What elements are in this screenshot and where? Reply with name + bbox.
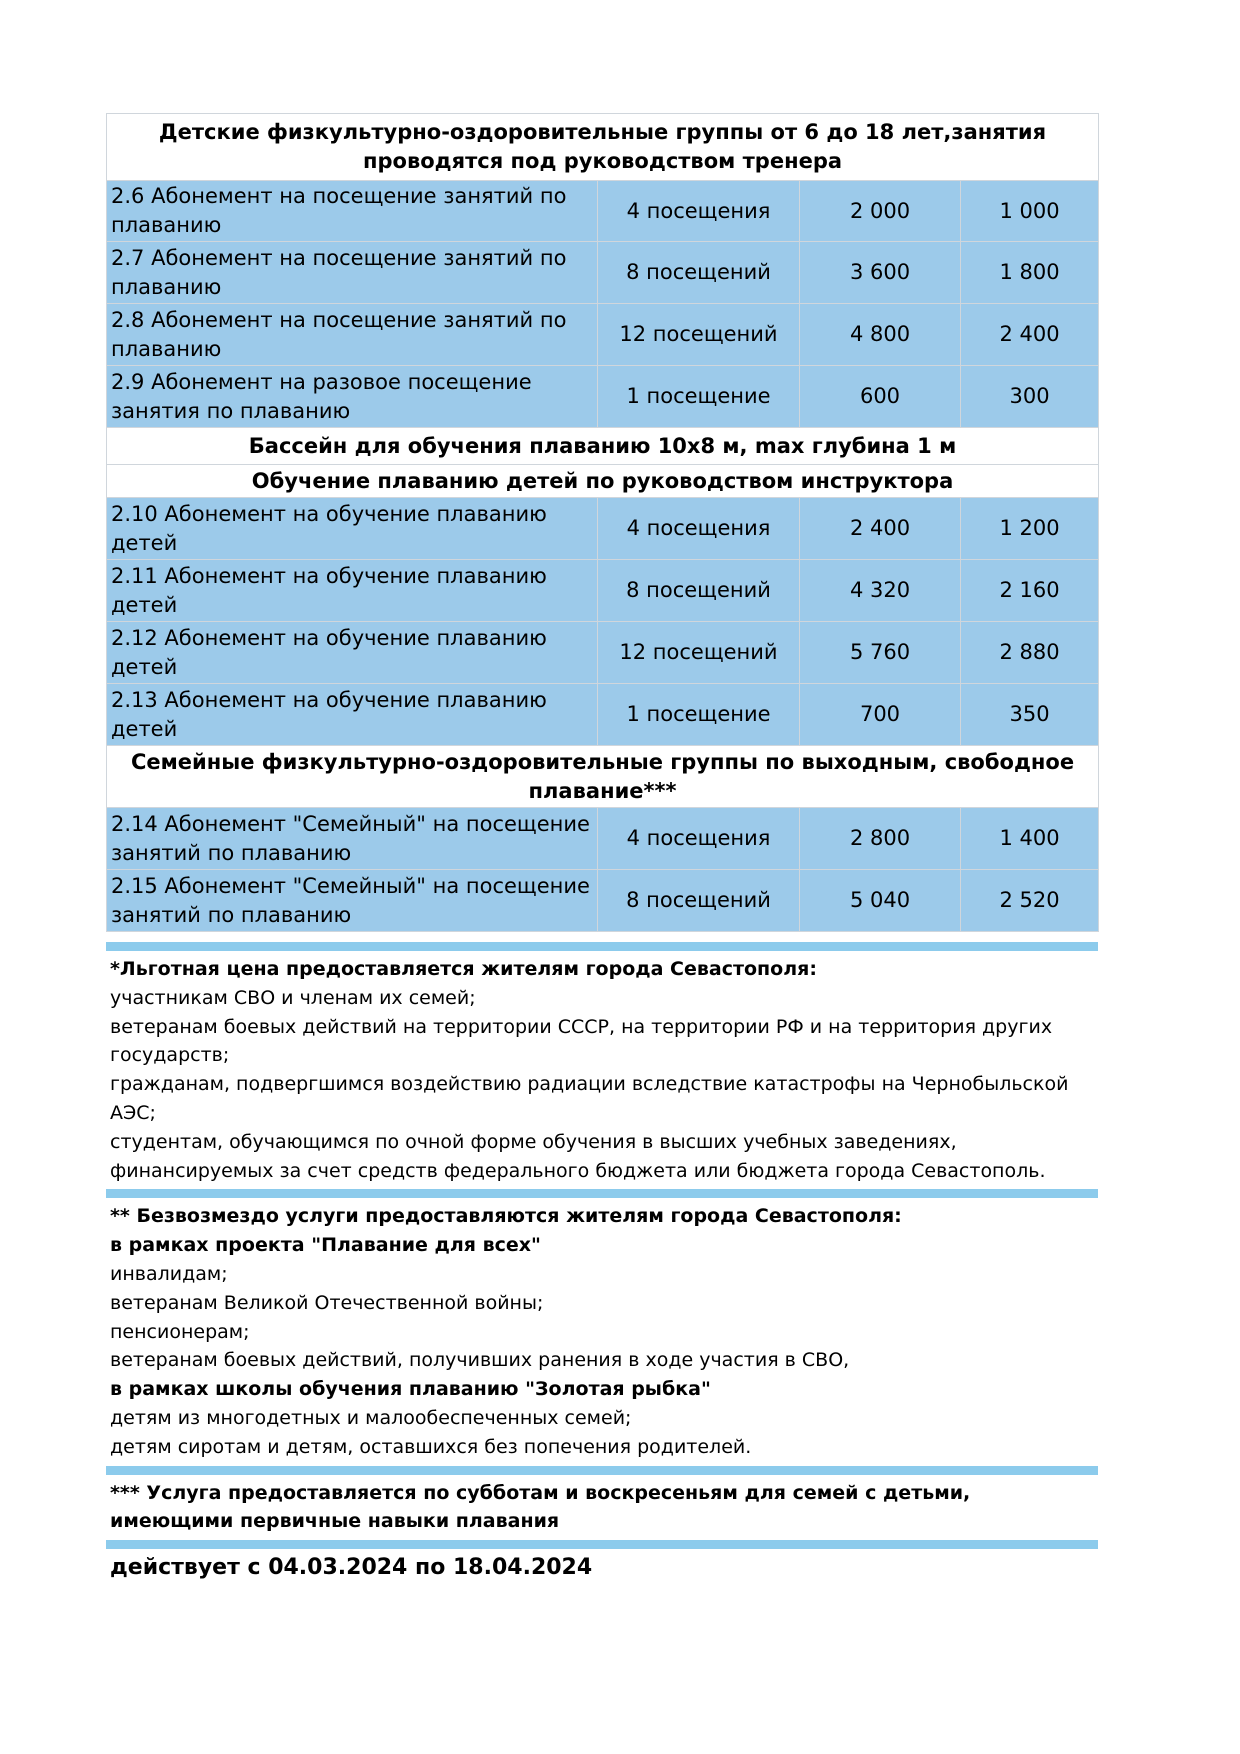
service-name: 2.9 Абонемент на разовое посещение занятия по плаванию <box>107 366 598 428</box>
service-name: 2.11 Абонемент на обучение плаванию детей <box>107 560 598 622</box>
note-discount <box>106 951 1098 1189</box>
note-line: студентам, обучающимся по очной форме обучения в высших учебных заведениях, финансируемых за счет средств федерального бюджета или бюджета города Севастополь. <box>110 1130 1046 1182</box>
note-line: детям из многодетных и малообеспеченных семей; <box>110 1406 632 1429</box>
visits-count: 8 посещений <box>598 560 800 622</box>
table-row <box>107 366 1099 428</box>
full-price: 5 040 <box>800 870 961 932</box>
full-price: 2 400 <box>800 498 961 560</box>
note-free-services <box>106 1198 1098 1465</box>
section-header: Бассейн для обучения плаванию 10х8 м, max глубина 1 м <box>107 428 1099 465</box>
table-row <box>107 181 1099 242</box>
section-header: Детские физкультурно-оздоровительные группы от 6 до 18 лет,занятия проводятся под руководством тренера <box>107 114 1099 181</box>
note-text: *** Услуга предоставляется по субботам и воскресеньям для семей с детьми, имеющими первичные навыки плавания <box>110 1481 971 1533</box>
separator-bar <box>106 1540 1098 1549</box>
validity-period: действует с 04.03.2024 по 18.04.2024 <box>110 1555 593 1581</box>
discount-price: 1 400 <box>961 808 1099 870</box>
visits-count: 12 посещений <box>598 304 800 366</box>
full-price: 4 800 <box>800 304 961 366</box>
service-name: 2.13 Абонемент на обучение плаванию детей <box>107 684 598 746</box>
visits-count: 4 посещения <box>598 181 800 242</box>
note-subtitle: в рамках проекта "Плавание для всех" <box>110 1234 541 1257</box>
table-row <box>107 808 1099 870</box>
discount-price: 1 800 <box>961 242 1099 304</box>
table-row <box>107 684 1099 746</box>
note-line: пенсионерам; <box>110 1320 250 1343</box>
full-price: 2 000 <box>800 181 961 242</box>
visits-count: 12 посещений <box>598 622 800 684</box>
note-title: ** Безвозмездо услуги предоставляются жителям города Севастополя: <box>110 1205 902 1228</box>
note-line: ветеранам боевых действий, получивших ранения в ходе участия в СВО, <box>110 1349 850 1372</box>
visits-count: 4 посещения <box>598 808 800 870</box>
full-price: 600 <box>800 366 961 428</box>
separator-bar <box>106 942 1098 951</box>
full-price: 3 600 <box>800 242 961 304</box>
note-line: участникам СВО и членам их семей; <box>110 986 476 1009</box>
separator-bar <box>106 1189 1098 1198</box>
discount-price: 2 520 <box>961 870 1099 932</box>
table-row <box>107 870 1099 932</box>
service-name: 2.10 Абонемент на обучение плаванию детей <box>107 498 598 560</box>
discount-price: 350 <box>961 684 1099 746</box>
discount-price: 300 <box>961 366 1099 428</box>
visits-count: 4 посещения <box>598 498 800 560</box>
section-header: Семейные физкультурно-оздоровительные группы по выходным, свободное плавание*** <box>107 746 1099 808</box>
full-price: 700 <box>800 684 961 746</box>
note-subtitle: в рамках школы обучения плаванию "Золотая рыбка" <box>110 1378 711 1401</box>
table-row <box>107 560 1099 622</box>
section-header: Обучение плаванию детей по руководством инструктора <box>107 465 1099 498</box>
full-price: 4 320 <box>800 560 961 622</box>
table-row <box>107 304 1099 366</box>
table-row <box>107 242 1099 304</box>
full-price: 5 760 <box>800 622 961 684</box>
discount-price: 2 160 <box>961 560 1099 622</box>
visits-count: 8 посещений <box>598 870 800 932</box>
note-line: детям сиротам и детям, оставшихся без попечения родителей. <box>110 1435 752 1458</box>
separator-bar <box>106 1466 1098 1475</box>
discount-price: 1 000 <box>961 181 1099 242</box>
table-row <box>107 498 1099 560</box>
visits-count: 8 посещений <box>598 242 800 304</box>
table-row <box>107 622 1099 684</box>
service-name: 2.14 Абонемент "Семейный" на посещение занятий по плаванию <box>107 808 598 870</box>
note-title: *Льготная цена предоставляется жителям города Севастополя: <box>110 958 817 980</box>
discount-price: 1 200 <box>961 498 1099 560</box>
service-name: 2.15 Абонемент "Семейный" на посещение занятий по плаванию <box>107 870 598 932</box>
price-table <box>106 113 1099 932</box>
note-line: ветеранам боевых действий на территории СССР, на территории РФ и на территория других государств; <box>110 1015 1053 1067</box>
price-document <box>106 113 1098 1586</box>
service-name: 2.6 Абонемент на посещение занятий по плаванию <box>107 181 598 242</box>
visits-count: 1 посещение <box>598 366 800 428</box>
note-line: инвалидам; <box>110 1262 228 1285</box>
discount-price: 2 880 <box>961 622 1099 684</box>
visits-count: 1 посещение <box>598 684 800 746</box>
note-line: гражданам, подвергшимся воздействию радиации вследствие катастрофы на Чернобыльской АЭС; <box>110 1073 1069 1124</box>
service-name: 2.8 Абонемент на посещение занятий по плаванию <box>107 304 598 366</box>
discount-price: 2 400 <box>961 304 1099 366</box>
service-name: 2.12 Абонемент на обучение плаванию детей <box>107 622 598 684</box>
note-line: ветеранам Великой Отечественной войны; <box>110 1291 544 1314</box>
full-price: 2 800 <box>800 808 961 870</box>
service-name: 2.7 Абонемент на посещение занятий по плаванию <box>107 242 598 304</box>
note-family-service <box>106 1475 1098 1541</box>
